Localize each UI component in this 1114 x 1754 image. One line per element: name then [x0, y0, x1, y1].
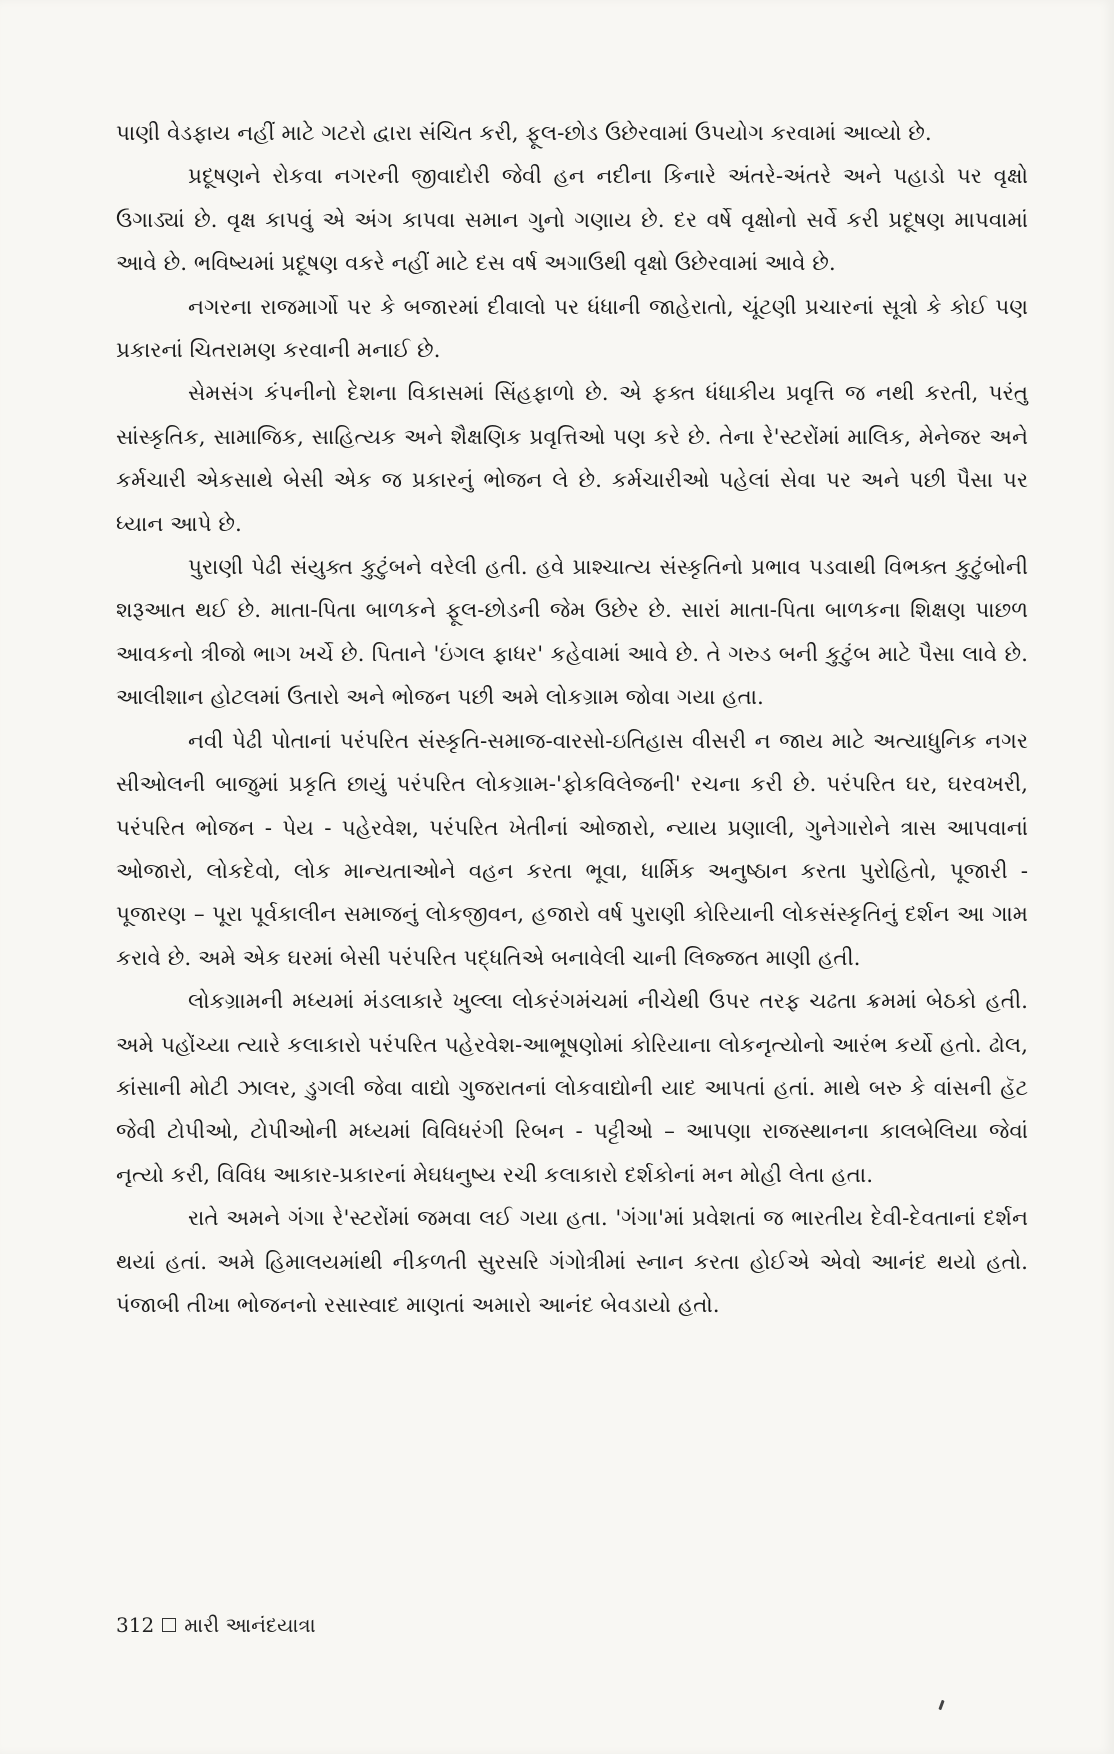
page-body [116, 112, 1028, 1327]
paragraph: સેમસંગ કંપનીનો દેશના વિકાસમાં સિંહફાળો છે. એ ફક્ત ધંધાકીય પ્રવૃત્તિ જ નથી કરતી, પરંતુ સાંસ્કૃતિક, સામાજિક, સાહિત્યક અને શૈક્ષણિક પ્રવૃત્તિઓ પણ કરે છે. તેના રે'સ્ટરોંમાં માલિક, મેનેજર અને કર્મચારી એકસાથે બેસી એક જ પ્રકારનું ભોજન લે છે. કર્મચારીઓ પહેલાં સેવા પર અને પછી પૈસા પર ધ્યાન આપે છે. [116, 381, 1028, 537]
page-number: 312 [116, 1613, 155, 1637]
paragraph: પાણી વેડફાય નહીં માટે ગટરો દ્વારા સંચિત કરી, ફૂલ-છોડ ઉછેરવામાં ઉપયોગ કરવામાં આવ્યો છે. [116, 121, 932, 146]
paragraph: રાતે અમને ગંગા રે'સ્ટરોંમાં જમવા લઈ ગયા હતા. 'ગંગા'માં પ્રવેશતાં જ ભારતીય દેવી-દેવતાનાં દર્શન થયાં હતાં. અમે હિમાલયમાંથી નીકળતી સુરસરિ ગંગોત્રીમાં સ્નાન કરતા હોઈએ એવો આનંદ થયો હતો. પંજાબી તીખા ભોજનનો રસાસ્વાદ માણતાં અમારો આનંદ બેવડાયો હતો. [116, 1206, 1028, 1318]
paragraph: પુરાણી પેઢી સંયુક્ત કુટુંબને વરેલી હતી. હવે પ્રાશ્ચાત્ય સંસ્કૃતિનો પ્રભાવ પડવાથી વિભક્ત કુટુંબોની શરૂઆત થઈ છે. માતા-પિતા બાળકને ફૂલ-છોડની જેમ ઉછેર છે. સારાં માતા-પિતા બાળકના શિક્ષણ પાછળ આવકનો ત્રીજો ભાગ ખર્ચે છે. પિતાને 'ઇંગલ ફાધર' કહેવામાં આવે છે. તે ગરુડ બની કુટુંબ માટે પૈસા લાવે છે. આલીશાન હોટલમાં ઉતારો અને ભોજન પછી અમે લોકગ્રામ જોવા ગયા હતા. [116, 555, 1028, 711]
paragraph: નવી પેઢી પોતાનાં પરંપરિત સંસ્કૃતિ-સમાજ-વારસો-ઇતિહાસ વીસરી ન જાય માટે અત્યાધુનિક નગર સીઓલની બાજુમાં પ્રકૃતિ છાયું પરંપરિત લોકગ્રામ-'ફોકવિલેજની' રચના કરી છે. પરંપરિત ઘર, ઘરવખરી, પરંપરિત ભોજન - પેય - પહેરવેશ, પરંપરિત ખેતીનાં ઓજારો, ન્યાય પ્રણાલી, ગુનેગારોને ત્રાસ આપવાનાં ઓજારો, લોકદેવો, લોક માન્યતાઓને વહન કરતા ભૂવા, ધાર્મિક અનુષ્ઠાન કરતા પુરોહિતો, પૂજારી - પૂજારણ – પૂરા પૂર્વકાલીન સમાજનું લોકજીવન, હજારો વર્ષ પુરાણી કોરિયાની લોકસંસ્કૃતિનું દર્શન આ ગામ કરાવે છે. અમે એક ઘરમાં બેસી પરંપરિત પદ્ધતિએ બનાવેલી ચાની લિજ્જત માણી હતી. [116, 728, 1028, 971]
square-separator-icon [162, 1618, 176, 1632]
scan-speck [938, 1700, 944, 1710]
book-title: મારી આનંદયાત્રા [184, 1613, 316, 1637]
paragraph: પ્રદૂષણને રોકવા નગરની જીવાદોરી જેવી હન નદીના કિનારે અંતરે-અંતરે અને પહાડો પર વૃક્ષો ઉગાડ્યાં છે. વૃક્ષ કાપવું એ અંગ કાપવા સમાન ગુનો ગણાય છે. દર વર્ષે વૃક્ષોનો સર્વે કરી પ્રદૂષણ માપવામાં આવે છે. ભવિષ્યમાં પ્રદૂષણ વકરે નહીં માટે દસ વર્ષ અગાઉથી વૃક્ષો ઉછેરવામાં આવે છે. [116, 164, 1028, 277]
paragraph: નગરના રાજમાર્ગો પર કે બજારમાં દીવાલો પર ધંધાની જાહેરાતો, ચૂંટણી પ્રચારનાં સૂત્રો કે કોઈ પણ પ્રકારનાં ચિતરામણ કરવાની મનાઈ છે. [116, 294, 1028, 364]
page-footer [116, 1613, 316, 1637]
paragraph: લોકગ્રામની મધ્યમાં મંડલાકારે ખુલ્લા લોકરંગમંચમાં નીચેથી ઉપર તરફ ચઢતા ક્રમમાં બેઠકો હતી. અમે પહોંચ્યા ત્યારે કલાકારો પરંપરિત પહેરવેશ-આભૂષણોમાં કોરિયાના લોકનૃત્યોનો આરંભ કર્યો હતો. ઢોલ, કાંસાની મોટી ઝાલર, ડુગલી જેવા વાદ્યો ગુજરાતનાં લોકવાદ્યોની યાદ આપતાં હતાં. માથે બરુ કે વાંસની હૅટ જેવી ટોપીઓ, ટોપીઓની મધ્યમાં વિવિધરંગી રિબન - પટ્ટીઓ – આપણા રાજસ્થાનના કાલબેલિયા જેવાં નૃત્યો કરી, વિવિધ આકાર-પ્રકારનાં મેઘધનુષ્ય રચી કલાકારો દર્શકોનાં મન મોહી લેતા હતા. [116, 989, 1028, 1188]
